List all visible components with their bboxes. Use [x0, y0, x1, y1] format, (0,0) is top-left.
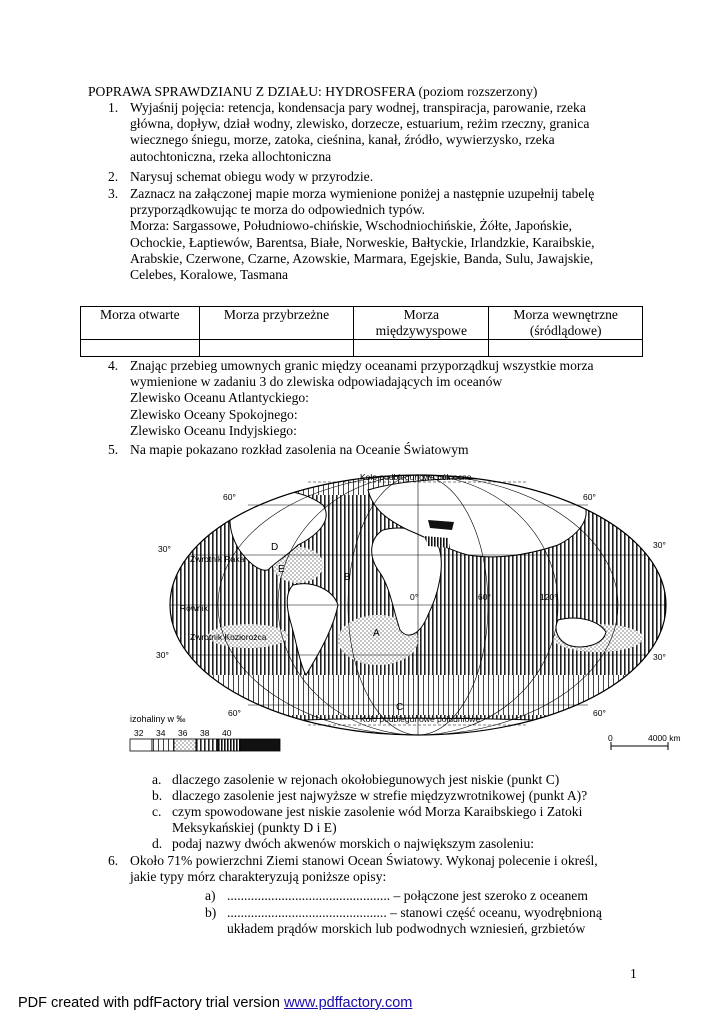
task-6-line: Około 71% powierzchni Ziemi stanowi Ocean Światowy. Wykonaj polecenie i określ,: [130, 853, 598, 868]
task-3-line: Celebes, Koralowe, Tasmana: [130, 267, 289, 283]
scale-bar: [608, 733, 681, 750]
antarctic-circle-label: Koło podbiegunowe południowe: [360, 714, 481, 724]
point-c-label: C: [396, 702, 404, 713]
sub-number: d.: [152, 836, 163, 851]
task-5-sub-b: [152, 788, 652, 804]
latitude-60s-label: 60°: [228, 708, 241, 718]
longitude-0-label: 0°: [410, 592, 419, 602]
sub-text: czym spowodowane jest niskie zasolenie wód Morza Karaibskiego i Zatoki: [172, 804, 583, 819]
latitude-30s-label: 30°: [156, 650, 169, 660]
arctic-circle-label: Koło podbiegunowe północne: [360, 472, 472, 482]
legend-swatch: [152, 739, 174, 751]
task-4-line: Zlewisko Oceanu Atlantyckiego:: [130, 390, 309, 406]
task-5-sub-d: [152, 836, 652, 852]
task-4-line: Zlewisko Oceany Spokojnego:: [130, 406, 298, 422]
table-cell[interactable]: [81, 340, 200, 357]
tropic-of-capricorn-label: Zwrotnik Koziorożca: [190, 632, 267, 642]
task-5-sub-c: [152, 804, 652, 836]
task-number: 3.: [108, 186, 119, 201]
table-header-row: [81, 307, 643, 340]
task-6-line: jakie typy mórz charakteryzują poniższe opisy:: [130, 869, 387, 885]
legend-title: izohaliny w ‰: [130, 714, 186, 724]
table-header-inland-seas: Morza wewnętrzne (śródlądowe): [489, 307, 643, 340]
footer-text: PDF created with pdfFactory trial version: [18, 995, 284, 1011]
latitude-30n-label: 30°: [158, 544, 171, 554]
scale-zero-label: 0: [608, 733, 613, 743]
salinity-world-map: [128, 460, 688, 770]
task-1-line: główna, dopływ, dział wodny, zlewisko, dorzecze, estuarium, reżim rzeczny, granica: [130, 116, 590, 132]
latitude-30s-label-right: 30°: [653, 652, 666, 662]
table-cell[interactable]: [199, 340, 354, 357]
task-1-line: Wyjaśnij pojęcia: retencja, kondensacja pary wodnej, transpiracja, parowanie, rzeka: [130, 100, 586, 115]
task-3: [108, 186, 653, 283]
task-6-b: [205, 905, 655, 937]
task-3-line: Morza: Sargassowe, Południowo-chińskie, Wschodniochińskie, Żółte, Japońskie,: [130, 218, 572, 234]
legend-value: 40: [222, 728, 232, 738]
task-6-a-text[interactable]: ................................................ – połączone jest szeroko z oceanem: [227, 888, 588, 903]
latitude-60n-label-right: 60°: [583, 492, 596, 502]
sub-text: dlaczego zasolenie w rejonach okołobiegunowych jest niskie (punkt C): [172, 772, 560, 787]
sub-number: a.: [152, 772, 162, 787]
longitude-60-label: 60°: [478, 592, 491, 602]
legend-swatch: [240, 739, 280, 751]
salinity-legend: [130, 714, 280, 751]
task-5-sub-a: [152, 772, 652, 788]
task-6-b-text[interactable]: ............................................... – stanowi część oceanu, wyodrębnioną: [227, 905, 602, 920]
task-2-text: Narysuj schemat obiegu wody w przyrodzie.: [130, 169, 374, 184]
latitude-30n-label-right: 30°: [653, 540, 666, 550]
equator-label: Równik: [180, 603, 208, 613]
task-6-b-text: układem prądów morskich lub podwodnych wzniesień, grzbietów: [227, 921, 586, 937]
task-5-text: Na mapie pokazano rozkład zasolenia na Oceanie Światowym: [130, 442, 469, 457]
task-5: [108, 442, 653, 458]
tropic-of-cancer-label: Zwrotnik Raka: [190, 554, 245, 564]
sub-number: b): [205, 905, 217, 920]
legend-value: 32: [134, 728, 144, 738]
task-4-line: Znając przebieg umownych granic między oceanami przyporządkuj wszystkie morza: [130, 358, 594, 373]
legend-swatch: [218, 739, 240, 751]
table-header-marginal-seas: Morza przybrzeżne: [199, 307, 354, 340]
footer-link[interactable]: www.pdffactory.com: [283, 995, 413, 1011]
legend-value: 34: [156, 728, 166, 738]
point-b-label: B: [344, 572, 351, 583]
task-4-line: Zlewisko Oceanu Indyjskiego:: [130, 422, 297, 438]
sub-text: dlaczego zasolenie jest najwyższe w strefie międzyzwrotnikowej (punkt A)?: [172, 788, 588, 803]
task-1-line: wiecznego śniegu, morze, zatoka, cieśnina, kanał, źródło, wywierzysko, rzeka: [130, 132, 555, 148]
scale-distance-label: 4000 km: [648, 733, 681, 743]
legend-swatch: [196, 739, 218, 751]
task-number: 5.: [108, 442, 119, 457]
page-number: 1: [630, 966, 637, 981]
table-header-open-seas: Morza otwarte: [81, 307, 200, 340]
task-2: [108, 169, 653, 185]
point-a-label: A: [373, 628, 380, 639]
latitude-60s-label-right: 60°: [593, 708, 606, 718]
sub-text: podaj nazwy dwóch akwenów morskich o największym zasoleniu:: [172, 836, 535, 851]
task-number: 6.: [108, 853, 119, 868]
legend-value: 36: [178, 728, 188, 738]
table-header-interisland-seas: Morza międzywyspowe: [354, 307, 489, 340]
table-cell[interactable]: [354, 340, 489, 357]
task-4-line: wymienione w zadaniu 3 do zlewiska odpowiadających im oceanów: [130, 374, 503, 390]
task-6: [108, 853, 653, 885]
sub-text: Meksykańskiej (punkty D i E): [172, 820, 337, 836]
pdf-footer: [18, 995, 412, 1011]
longitude-120-label: 120°: [540, 592, 558, 602]
task-1: [108, 100, 653, 165]
task-6-a: [205, 888, 655, 904]
sub-number: b.: [152, 788, 163, 803]
latitude-60n-label: 60°: [223, 492, 236, 502]
seas-table: [80, 306, 643, 357]
legend-swatch: [174, 739, 196, 751]
legend-swatch: [130, 739, 152, 751]
table-cell[interactable]: [489, 340, 643, 357]
table-row: [81, 340, 643, 357]
task-4: [108, 358, 653, 439]
legend-value: 38: [200, 728, 210, 738]
page-title: POPRAWA SPRAWDZIANU Z DZIAŁU: HYDROSFERA (poziom rozszerzony): [88, 84, 538, 99]
sub-number: c.: [152, 804, 162, 819]
task-number: 2.: [108, 169, 119, 184]
point-e-label: E: [278, 564, 285, 575]
sub-number: a): [205, 888, 216, 903]
task-3-line: Zaznacz na załączonej mapie morza wymienione poniżej a następnie uzupełnij tabelę: [130, 186, 595, 201]
task-3-line: Ochockie, Łaptiewów, Barentsa, Białe, Norweskie, Bałtyckie, Irlandzkie, Karaibskie,: [130, 234, 595, 250]
task-number: 1.: [108, 100, 119, 115]
task-number: 4.: [108, 358, 119, 373]
task-1-line: autochtoniczna, rzeka allochtoniczna: [130, 148, 332, 164]
task-3-line: przyporządkowując te morza do odpowiednich typów.: [130, 202, 426, 218]
task-3-line: Arabskie, Czerwone, Czarne, Azowskie, Marmara, Egejskie, Banda, Sulu, Jawajskie,: [130, 250, 594, 266]
point-d-label: D: [271, 542, 279, 553]
